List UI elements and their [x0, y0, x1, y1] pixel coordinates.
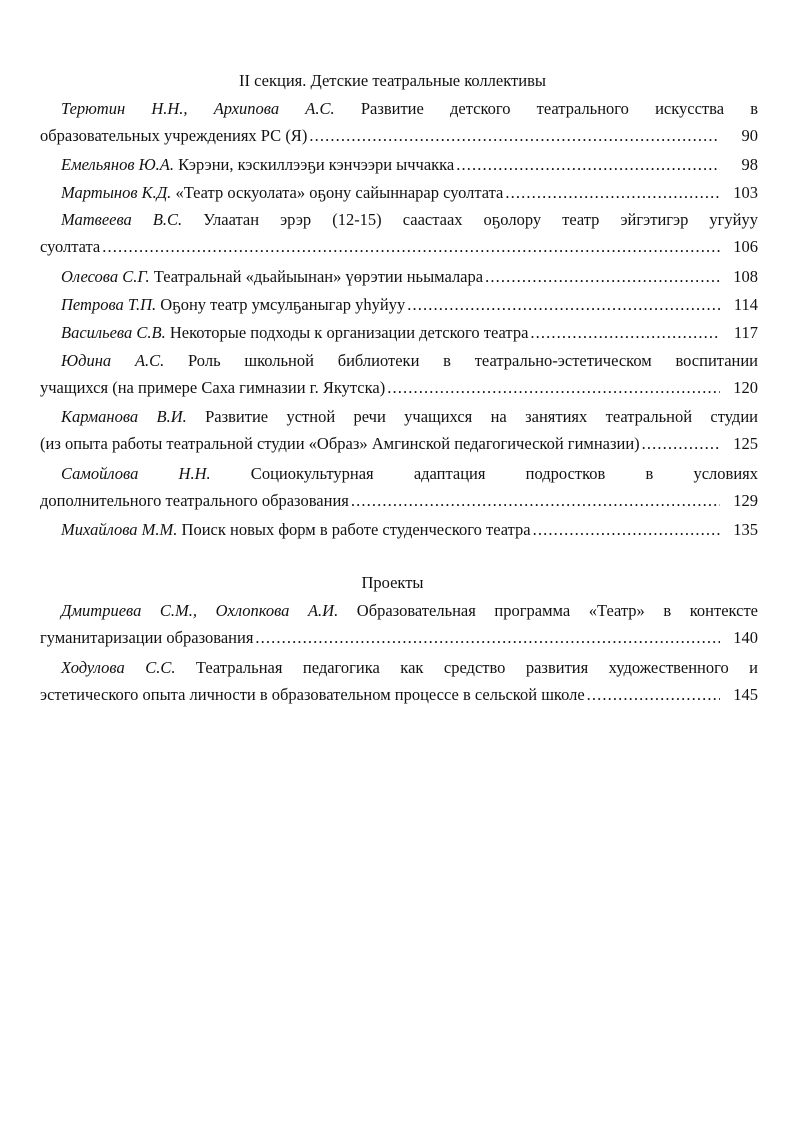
section-title: II секция. Детские театральные коллективы	[239, 71, 546, 90]
entry-title-cont: суолтата	[40, 237, 101, 256]
entry-title-cont: эстетического опыта личности в образовательном процессе в сельской школе	[40, 685, 585, 704]
entry-title: Оҕону театр умсулҕаныгар уһуйуу	[156, 295, 406, 314]
entry-author: Мартынов К.Д.	[61, 183, 172, 202]
entry-title: Образовательная программа «Театр» в контексте	[338, 601, 758, 620]
entry-title-cont: учащихся (на примере Саха гимназии г. Якутска)	[40, 378, 386, 397]
toc-entry	[40, 206, 758, 260]
dot-leader	[309, 122, 720, 149]
entry-author: Терютин Н.Н., Архипова А.С.	[61, 99, 335, 118]
entry-author: Емельянов Ю.А.	[61, 155, 174, 174]
toc-entry	[40, 263, 758, 290]
toc-entry	[40, 654, 758, 708]
dot-leader	[407, 291, 720, 318]
dot-leader	[533, 516, 720, 543]
entry-title: Роль школьной библиотеки в театрально-эстетическом воспитании	[164, 351, 758, 370]
entry-page: 106	[733, 237, 758, 256]
entry-author: Ходулова С.С.	[61, 658, 176, 677]
dot-leader	[505, 179, 720, 206]
entry-author: Карманова В.И.	[61, 407, 187, 426]
dot-leader	[642, 430, 720, 457]
toc-entry	[40, 151, 758, 178]
dot-leader	[530, 319, 720, 346]
entry-title: Поиск новых форм в работе студенческого театра	[177, 520, 531, 539]
entry-page: 120	[733, 378, 758, 397]
entry-title-cont: (из опыта работы театральной студии «Образ» Амгинской педагогической гимназии)	[40, 434, 640, 453]
entry-title: Некоторые подходы к организации детского театра	[165, 323, 529, 342]
dot-leader	[387, 374, 720, 401]
entry-title: Кэрэни, кэскиллээҕи кэнчээри ыччакка	[173, 155, 455, 174]
entry-title-cont: образовательных учреждениях РС (Я)	[40, 126, 308, 145]
entry-title: «Театр оскуолата» оҕону сайыннарар суолтата	[171, 183, 504, 202]
entry-author: Матвеева В.С.	[61, 210, 183, 229]
entry-title-cont: гуманитаризации образования	[40, 628, 254, 647]
entry-page: 117	[733, 323, 758, 342]
entry-page: 98	[741, 155, 758, 174]
entry-title: Развитие детского театрального искусства в	[334, 99, 758, 118]
toc-entry	[40, 597, 758, 651]
entry-title: Развитие устной речи учащихся на занятиях театральной студии	[186, 407, 758, 426]
toc-entry	[40, 516, 758, 543]
entry-title: Театральнай «дьайыынан» үөрэтии ньымалара	[149, 267, 484, 286]
entry-page: 90	[741, 126, 758, 145]
entry-author: Михайлова М.М.	[61, 520, 178, 539]
entry-page: 129	[733, 491, 758, 510]
entry-title: Театральная педагогика как средство развития художественного и	[175, 658, 758, 677]
dot-leader	[587, 681, 720, 708]
entry-author: Петрова Т.П.	[61, 295, 157, 314]
toc-entry	[40, 460, 758, 514]
dot-leader	[102, 233, 720, 260]
dot-leader	[351, 487, 720, 514]
entry-author: Дмитриева С.М., Охлопкова А.И.	[61, 601, 339, 620]
entry-author: Юдина А.С.	[61, 351, 165, 370]
toc-entry	[40, 95, 758, 149]
entry-page: 145	[733, 685, 758, 704]
dot-leader	[255, 624, 720, 651]
entry-author: Самойлова Н.Н.	[61, 464, 211, 483]
toc-entry	[40, 403, 758, 457]
entry-title: Социокультурная адаптация подростков в условиях	[210, 464, 758, 483]
entry-author: Олесова С.Г.	[61, 267, 150, 286]
toc-entry	[40, 347, 758, 401]
entry-title: Улаатан эрэр (12-15) саастаах оҕолору театр эйгэтигэр угуйуу	[182, 210, 758, 229]
entry-page: 135	[733, 520, 758, 539]
toc-entry	[40, 319, 758, 346]
entry-page: 108	[733, 267, 758, 286]
dot-leader	[485, 263, 720, 290]
entry-title-cont: дополнительного театрального образования	[40, 491, 349, 510]
entry-author: Васильева С.В.	[61, 323, 166, 342]
dot-leader	[456, 151, 720, 178]
entry-page: 125	[733, 434, 758, 453]
section-title: Проекты	[361, 573, 424, 592]
entry-page: 140	[733, 628, 758, 647]
entry-page: 103	[733, 183, 758, 202]
toc-entry	[40, 291, 758, 318]
toc-entry	[40, 179, 758, 206]
entry-page: 114	[733, 295, 758, 314]
